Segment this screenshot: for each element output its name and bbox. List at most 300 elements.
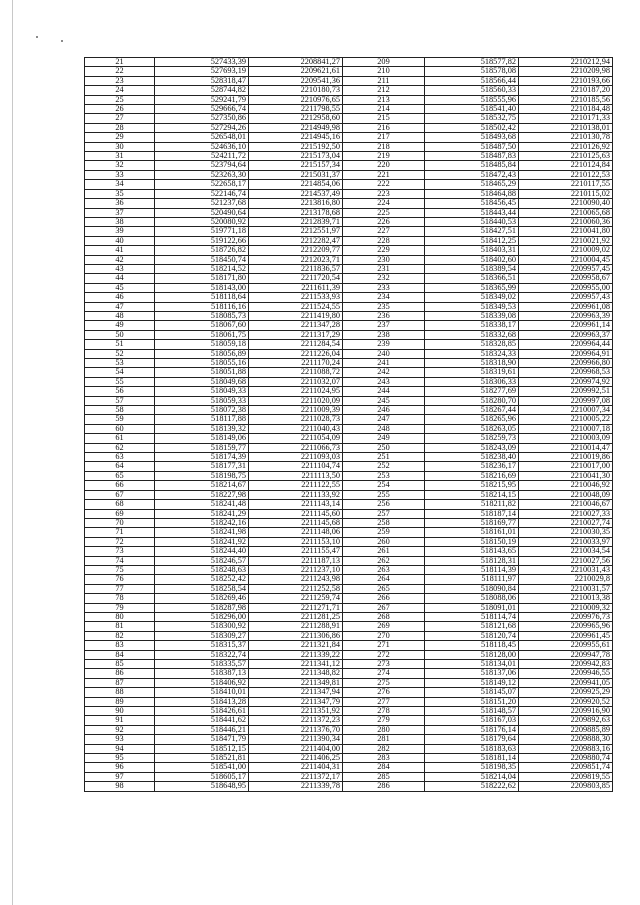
y-coordinate-cell: 2211252,58 [249, 584, 343, 593]
x-coordinate-cell: 518148,57 [425, 707, 519, 716]
y-coordinate-cell: 2209955,00 [519, 283, 613, 292]
table-row [85, 330, 613, 339]
point-number-cell: 282 [343, 744, 425, 753]
point-number-cell: 209 [343, 58, 425, 67]
table-row [85, 406, 613, 415]
table-row [85, 575, 613, 584]
table-row [85, 443, 613, 452]
y-coordinate-cell: 2211170,24 [249, 359, 343, 368]
point-number-cell: 277 [343, 697, 425, 706]
point-number-cell: 46 [85, 293, 155, 302]
y-coordinate-cell: 2212282,47 [249, 236, 343, 245]
y-coordinate-cell: 2212209,77 [249, 246, 343, 255]
point-number-cell: 266 [343, 594, 425, 603]
table-row [85, 707, 613, 716]
x-coordinate-cell: 518067,60 [155, 321, 249, 330]
x-coordinate-cell: 528318,47 [155, 76, 249, 85]
x-coordinate-cell: 518512,15 [155, 744, 249, 753]
x-coordinate-cell: 518258,54 [155, 584, 249, 593]
y-coordinate-cell: 2211351,92 [249, 707, 343, 716]
x-coordinate-cell: 518441,62 [155, 716, 249, 725]
y-coordinate-cell: 2209961,45 [519, 631, 613, 640]
table-row [85, 688, 613, 697]
x-coordinate-cell: 518241,92 [155, 537, 249, 546]
y-coordinate-cell: 2209885,89 [519, 725, 613, 734]
y-coordinate-cell: 2211284,54 [249, 340, 343, 349]
point-number-cell: 238 [343, 330, 425, 339]
table-row [85, 735, 613, 744]
x-coordinate-cell: 518085,73 [155, 311, 249, 320]
x-coordinate-cell: 518413,28 [155, 697, 249, 706]
x-coordinate-cell: 518198,35 [425, 763, 519, 772]
x-coordinate-cell: 518443,44 [425, 208, 519, 217]
y-coordinate-cell: 2210060,36 [519, 217, 613, 226]
x-coordinate-cell: 518111,97 [425, 575, 519, 584]
point-number-cell: 285 [343, 772, 425, 781]
y-coordinate-cell: 2211348,82 [249, 669, 343, 678]
point-number-cell: 21 [85, 58, 155, 67]
y-coordinate-cell: 2211533,93 [249, 293, 343, 302]
table-row [85, 293, 613, 302]
y-coordinate-cell: 2211306,86 [249, 631, 343, 640]
y-coordinate-cell: 2209958,67 [519, 274, 613, 283]
x-coordinate-cell: 518366,51 [425, 274, 519, 283]
point-number-cell: 83 [85, 641, 155, 650]
table-row [85, 217, 613, 226]
point-number-cell: 253 [343, 471, 425, 480]
scan-speck [36, 36, 38, 38]
point-number-cell: 43 [85, 264, 155, 273]
y-coordinate-cell: 2210122,53 [519, 170, 613, 179]
x-coordinate-cell: 518049,33 [155, 387, 249, 396]
x-coordinate-cell: 518532,75 [425, 114, 519, 123]
point-number-cell: 264 [343, 575, 425, 584]
x-coordinate-cell: 518464,88 [425, 189, 519, 198]
point-number-cell: 76 [85, 575, 155, 584]
point-number-cell: 42 [85, 255, 155, 264]
point-number-cell: 34 [85, 180, 155, 189]
x-coordinate-cell: 518150,19 [425, 537, 519, 546]
point-number-cell: 92 [85, 725, 155, 734]
point-number-cell: 210 [343, 67, 425, 76]
point-number-cell: 48 [85, 311, 155, 320]
table-row [85, 199, 613, 208]
x-coordinate-cell: 522146,74 [155, 189, 249, 198]
point-number-cell: 64 [85, 462, 155, 471]
x-coordinate-cell: 518121,68 [425, 622, 519, 631]
point-number-cell: 59 [85, 415, 155, 424]
point-number-cell: 231 [343, 264, 425, 273]
x-coordinate-cell: 518339,08 [425, 311, 519, 320]
y-coordinate-cell: 2211404,31 [249, 763, 343, 772]
table-row [85, 424, 613, 433]
x-coordinate-cell: 518241,29 [155, 509, 249, 518]
point-number-cell: 270 [343, 631, 425, 640]
y-coordinate-cell: 2210048,09 [519, 490, 613, 499]
table-row [85, 528, 613, 537]
x-coordinate-cell: 518389,54 [425, 264, 519, 273]
x-coordinate-cell: 518143,65 [425, 547, 519, 556]
y-coordinate-cell: 2210046,67 [519, 500, 613, 509]
y-coordinate-cell: 2212839,71 [249, 217, 343, 226]
x-coordinate-cell: 523794,64 [155, 161, 249, 170]
y-coordinate-cell: 2211155,47 [249, 547, 343, 556]
x-coordinate-cell: 518051,88 [155, 368, 249, 377]
y-coordinate-cell: 2209916,90 [519, 707, 613, 716]
y-coordinate-cell: 2210030,35 [519, 528, 613, 537]
point-number-cell: 215 [343, 114, 425, 123]
y-coordinate-cell: 2212551,97 [249, 227, 343, 236]
table-row [85, 359, 613, 368]
point-number-cell: 233 [343, 283, 425, 292]
point-number-cell: 213 [343, 95, 425, 104]
x-coordinate-cell: 518324,33 [425, 349, 519, 358]
x-coordinate-cell: 518322,74 [155, 650, 249, 659]
y-coordinate-cell: 2211020,09 [249, 396, 343, 405]
point-number-cell: 72 [85, 537, 155, 546]
point-number-cell: 81 [85, 622, 155, 631]
y-coordinate-cell: 2210005,22 [519, 415, 613, 424]
y-coordinate-cell: 2211406,25 [249, 754, 343, 763]
point-number-cell: 268 [343, 612, 425, 621]
table-row [85, 462, 613, 471]
x-coordinate-cell: 518472,43 [425, 170, 519, 179]
point-number-cell: 237 [343, 321, 425, 330]
table-row [85, 500, 613, 509]
point-number-cell: 240 [343, 349, 425, 358]
point-number-cell: 41 [85, 246, 155, 255]
y-coordinate-cell: 2211153,10 [249, 537, 343, 546]
x-coordinate-cell: 518183,63 [425, 744, 519, 753]
y-coordinate-cell: 2214537,49 [249, 189, 343, 198]
point-number-cell: 78 [85, 594, 155, 603]
x-coordinate-cell: 518139,32 [155, 424, 249, 433]
x-coordinate-cell: 518306,33 [425, 377, 519, 386]
table-row [85, 340, 613, 349]
x-coordinate-cell: 518493,68 [425, 133, 519, 142]
y-coordinate-cell: 2210004,45 [519, 255, 613, 264]
y-coordinate-cell: 2215192,50 [249, 142, 343, 151]
table-row [85, 584, 613, 593]
y-coordinate-cell: 2211404,00 [249, 744, 343, 753]
table-row [85, 434, 613, 443]
table-row [85, 387, 613, 396]
point-number-cell: 219 [343, 152, 425, 161]
table-row [85, 170, 613, 179]
point-number-cell: 95 [85, 754, 155, 763]
table-row [85, 725, 613, 734]
table-row [85, 678, 613, 687]
point-number-cell: 35 [85, 189, 155, 198]
y-coordinate-cell: 2210003,09 [519, 434, 613, 443]
y-coordinate-cell: 2215173,04 [249, 152, 343, 161]
x-coordinate-cell: 518566,44 [425, 76, 519, 85]
x-coordinate-cell: 519771,18 [155, 227, 249, 236]
point-number-cell: 217 [343, 133, 425, 142]
point-number-cell: 45 [85, 283, 155, 292]
table-row [85, 415, 613, 424]
table-row [85, 754, 613, 763]
x-coordinate-cell: 518560,33 [425, 86, 519, 95]
x-coordinate-cell: 518222,62 [425, 782, 519, 791]
point-number-cell: 236 [343, 311, 425, 320]
table-row [85, 377, 613, 386]
table-row [85, 311, 613, 320]
y-coordinate-cell: 2211419,80 [249, 311, 343, 320]
y-coordinate-cell: 2211066,73 [249, 443, 343, 452]
y-coordinate-cell: 2209920,52 [519, 697, 613, 706]
point-number-cell: 283 [343, 754, 425, 763]
x-coordinate-cell: 518049,68 [155, 377, 249, 386]
table-row [85, 631, 613, 640]
x-coordinate-cell: 518403,31 [425, 246, 519, 255]
x-coordinate-cell: 518726,82 [155, 246, 249, 255]
x-coordinate-cell: 521237,68 [155, 199, 249, 208]
point-number-cell: 36 [85, 199, 155, 208]
y-coordinate-cell: 2209925,29 [519, 688, 613, 697]
y-coordinate-cell: 2211339,78 [249, 782, 343, 791]
y-coordinate-cell: 2210033,97 [519, 537, 613, 546]
point-number-cell: 227 [343, 227, 425, 236]
point-number-cell: 23 [85, 76, 155, 85]
x-coordinate-cell: 518174,39 [155, 453, 249, 462]
point-number-cell: 91 [85, 716, 155, 725]
y-coordinate-cell: 2209892,63 [519, 716, 613, 725]
y-coordinate-cell: 2209880,74 [519, 754, 613, 763]
y-coordinate-cell: 2210009,32 [519, 603, 613, 612]
y-coordinate-cell: 2209941,05 [519, 678, 613, 687]
y-coordinate-cell: 2210041,30 [519, 471, 613, 480]
y-coordinate-cell: 2211347,28 [249, 321, 343, 330]
point-number-cell: 52 [85, 349, 155, 358]
y-coordinate-cell: 2210184,48 [519, 105, 613, 114]
x-coordinate-cell: 518238,40 [425, 453, 519, 462]
x-coordinate-cell: 518145,07 [425, 688, 519, 697]
y-coordinate-cell: 2209997,08 [519, 396, 613, 405]
point-number-cell: 82 [85, 631, 155, 640]
table-row [85, 105, 613, 114]
x-coordinate-cell: 518056,89 [155, 349, 249, 358]
point-number-cell: 248 [343, 424, 425, 433]
y-coordinate-cell: 2210031,57 [519, 584, 613, 593]
table-row [85, 763, 613, 772]
y-coordinate-cell: 2211349,81 [249, 678, 343, 687]
table-row [85, 321, 613, 330]
table-row [85, 274, 613, 283]
x-coordinate-cell: 518338,17 [425, 321, 519, 330]
point-number-cell: 222 [343, 180, 425, 189]
x-coordinate-cell: 527433,39 [155, 58, 249, 67]
y-coordinate-cell: 2210021,92 [519, 236, 613, 245]
y-coordinate-cell: 2214854,06 [249, 180, 343, 189]
y-coordinate-cell: 2209963,37 [519, 330, 613, 339]
table-row [85, 161, 613, 170]
x-coordinate-cell: 518059,18 [155, 340, 249, 349]
x-coordinate-cell: 523263,30 [155, 170, 249, 179]
point-number-cell: 220 [343, 161, 425, 170]
point-number-cell: 223 [343, 189, 425, 198]
point-number-cell: 234 [343, 293, 425, 302]
table-row [85, 255, 613, 264]
point-number-cell: 259 [343, 528, 425, 537]
x-coordinate-cell: 518215,95 [425, 481, 519, 490]
x-coordinate-cell: 529666,74 [155, 105, 249, 114]
point-number-cell: 70 [85, 518, 155, 527]
point-number-cell: 40 [85, 236, 155, 245]
x-coordinate-cell: 518128,31 [425, 556, 519, 565]
y-coordinate-cell: 2211243,98 [249, 575, 343, 584]
x-coordinate-cell: 518159,77 [155, 443, 249, 452]
point-number-cell: 47 [85, 302, 155, 311]
point-number-cell: 87 [85, 678, 155, 687]
x-coordinate-cell: 518267,44 [425, 406, 519, 415]
y-coordinate-cell: 2211288,91 [249, 622, 343, 631]
table-row [85, 594, 613, 603]
y-coordinate-cell: 2209883,16 [519, 744, 613, 753]
y-coordinate-cell: 2210125,63 [519, 152, 613, 161]
point-number-cell: 56 [85, 387, 155, 396]
x-coordinate-cell: 518277,69 [425, 387, 519, 396]
x-coordinate-cell: 518263,05 [425, 424, 519, 433]
point-number-cell: 79 [85, 603, 155, 612]
y-coordinate-cell: 2211145,60 [249, 509, 343, 518]
y-coordinate-cell: 2209963,39 [519, 311, 613, 320]
y-coordinate-cell: 2209819,55 [519, 772, 613, 781]
y-coordinate-cell: 2209621,61 [249, 67, 343, 76]
y-coordinate-cell: 2210185,56 [519, 95, 613, 104]
y-coordinate-cell: 2211339,22 [249, 650, 343, 659]
y-coordinate-cell: 2211040,43 [249, 424, 343, 433]
table-row [85, 565, 613, 574]
point-number-cell: 261 [343, 547, 425, 556]
y-coordinate-cell: 2211720,54 [249, 274, 343, 283]
point-number-cell: 267 [343, 603, 425, 612]
point-number-cell: 53 [85, 359, 155, 368]
x-coordinate-cell: 518387,13 [155, 669, 249, 678]
y-coordinate-cell: 2210031,43 [519, 565, 613, 574]
y-coordinate-cell: 2210126,92 [519, 142, 613, 151]
table-row [85, 622, 613, 631]
point-number-cell: 211 [343, 76, 425, 85]
point-number-cell: 65 [85, 471, 155, 480]
point-number-cell: 263 [343, 565, 425, 574]
point-number-cell: 90 [85, 707, 155, 716]
y-coordinate-cell: 2209957,45 [519, 264, 613, 273]
y-coordinate-cell: 2211143,14 [249, 500, 343, 509]
point-number-cell: 68 [85, 500, 155, 509]
point-number-cell: 228 [343, 236, 425, 245]
y-coordinate-cell: 2210976,65 [249, 95, 343, 104]
y-coordinate-cell: 2211321,84 [249, 641, 343, 650]
x-coordinate-cell: 518171,80 [155, 274, 249, 283]
point-number-cell: 60 [85, 424, 155, 433]
table-row [85, 58, 613, 67]
point-number-cell: 232 [343, 274, 425, 283]
y-coordinate-cell: 2210034,54 [519, 547, 613, 556]
y-coordinate-cell: 2211024,95 [249, 387, 343, 396]
y-coordinate-cell: 2210009,02 [519, 246, 613, 255]
y-coordinate-cell: 2210212,94 [519, 58, 613, 67]
table-row [85, 152, 613, 161]
point-number-cell: 67 [85, 490, 155, 499]
y-coordinate-cell: 2211259,74 [249, 594, 343, 603]
y-coordinate-cell: 2209964,44 [519, 340, 613, 349]
table-row [85, 547, 613, 556]
x-coordinate-cell: 519122,66 [155, 236, 249, 245]
y-coordinate-cell: 2210193,66 [519, 76, 613, 85]
point-number-cell: 32 [85, 161, 155, 170]
point-number-cell: 66 [85, 481, 155, 490]
x-coordinate-cell: 518315,37 [155, 641, 249, 650]
y-coordinate-cell: 2211281,25 [249, 612, 343, 621]
coordinates-table-body [85, 58, 613, 792]
point-number-cell: 276 [343, 688, 425, 697]
point-number-cell: 62 [85, 443, 155, 452]
point-number-cell: 255 [343, 490, 425, 499]
x-coordinate-cell: 518406,92 [155, 678, 249, 687]
table-row [85, 537, 613, 546]
x-coordinate-cell: 518227,98 [155, 490, 249, 499]
table-row [85, 660, 613, 669]
table-row [85, 509, 613, 518]
table-row [85, 518, 613, 527]
x-coordinate-cell: 518118,64 [155, 293, 249, 302]
y-coordinate-cell: 2210138,01 [519, 123, 613, 132]
table-row [85, 142, 613, 151]
y-coordinate-cell: 2209976,73 [519, 612, 613, 621]
point-number-cell: 245 [343, 396, 425, 405]
x-coordinate-cell: 518471,79 [155, 735, 249, 744]
table-row [85, 471, 613, 480]
x-coordinate-cell: 527350,86 [155, 114, 249, 123]
y-coordinate-cell: 2210027,33 [519, 509, 613, 518]
point-number-cell: 273 [343, 660, 425, 669]
point-number-cell: 49 [85, 321, 155, 330]
table-row [85, 76, 613, 85]
x-coordinate-cell: 518169,77 [425, 518, 519, 527]
y-coordinate-cell: 2212023,71 [249, 255, 343, 264]
table-row [85, 744, 613, 753]
point-number-cell: 54 [85, 368, 155, 377]
x-coordinate-cell: 518426,61 [155, 707, 249, 716]
x-coordinate-cell: 518128,00 [425, 650, 519, 659]
table-row [85, 368, 613, 377]
x-coordinate-cell: 518265,96 [425, 415, 519, 424]
x-coordinate-cell: 518450,74 [155, 255, 249, 264]
point-number-cell: 281 [343, 735, 425, 744]
point-number-cell: 247 [343, 415, 425, 424]
x-coordinate-cell: 518259,73 [425, 434, 519, 443]
y-coordinate-cell: 2208841,27 [249, 58, 343, 67]
y-coordinate-cell: 2212958,60 [249, 114, 343, 123]
point-number-cell: 33 [85, 170, 155, 179]
point-number-cell: 98 [85, 782, 155, 791]
point-number-cell: 31 [85, 152, 155, 161]
scan-margin-line [12, 0, 13, 905]
y-coordinate-cell: 2210115,02 [519, 189, 613, 198]
x-coordinate-cell: 518216,69 [425, 471, 519, 480]
y-coordinate-cell: 2210130,78 [519, 133, 613, 142]
point-number-cell: 51 [85, 340, 155, 349]
scan-speck [61, 40, 63, 42]
x-coordinate-cell: 518465,29 [425, 180, 519, 189]
point-number-cell: 256 [343, 500, 425, 509]
y-coordinate-cell: 2209888,30 [519, 735, 613, 744]
point-number-cell: 69 [85, 509, 155, 518]
x-coordinate-cell: 518555,96 [425, 95, 519, 104]
x-coordinate-cell: 518090,84 [425, 584, 519, 593]
x-coordinate-cell: 518349,53 [425, 302, 519, 311]
